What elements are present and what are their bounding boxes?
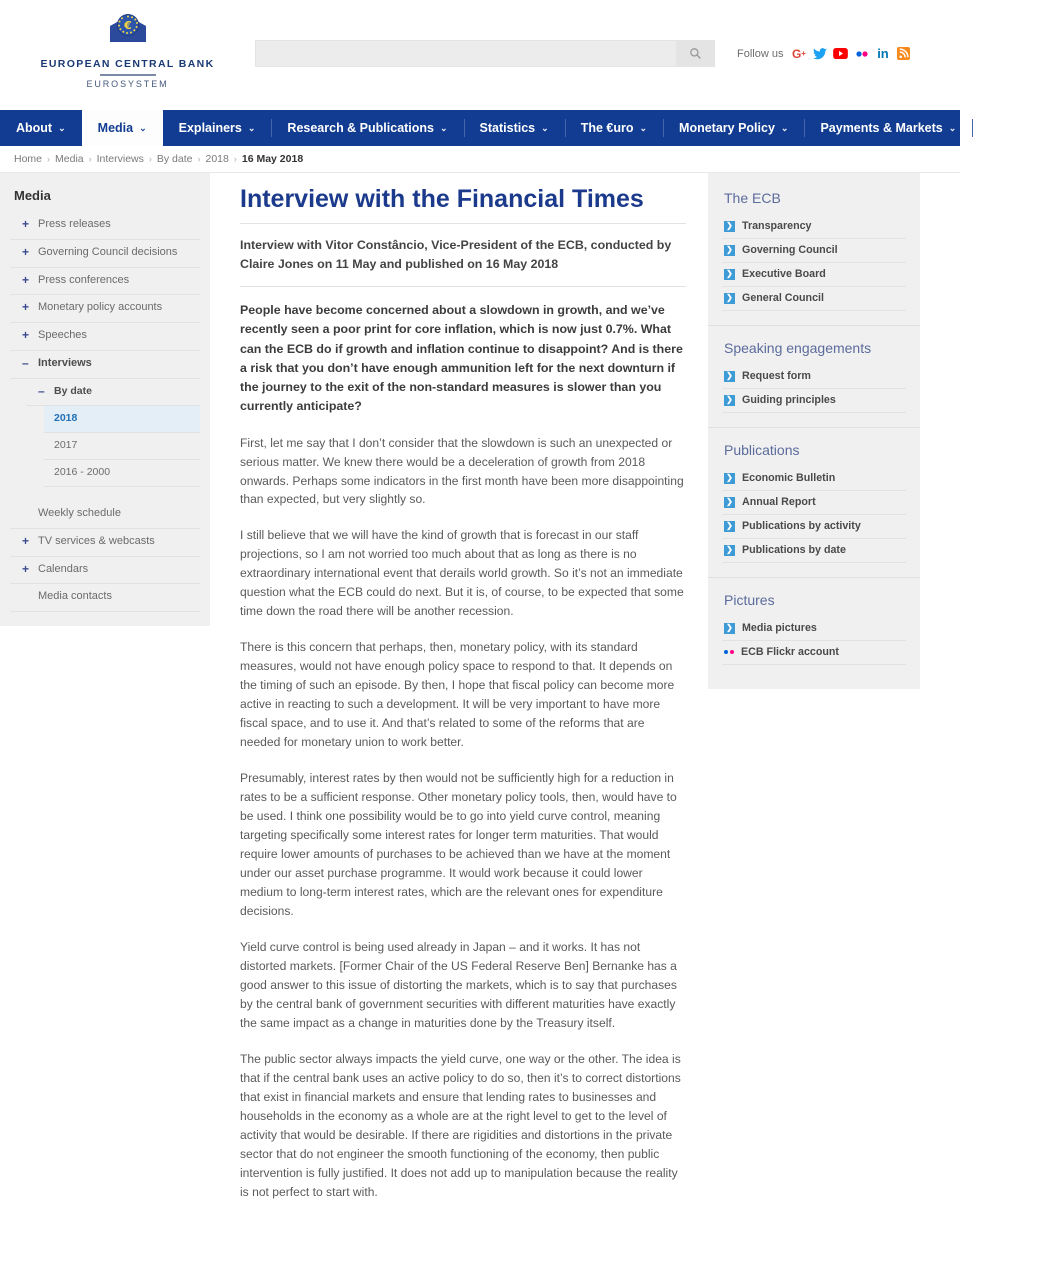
sidebar-item-label: Monetary policy accounts (38, 301, 163, 314)
rs-link-label: Guiding principles (742, 394, 836, 406)
rs-link-ecb-flickr-account[interactable] (722, 641, 906, 665)
expand-icon[interactable]: + (22, 244, 30, 259)
nav-item-label: Careers (988, 121, 1035, 135)
page-title: Interview with the Financial Times (240, 185, 686, 224)
sidebar-item-weekly-schedule[interactable] (10, 501, 200, 529)
search-bar[interactable] (255, 40, 715, 67)
chevron-down-icon: ⌄ (541, 122, 549, 133)
chevron-down-icon: ⌄ (780, 122, 789, 133)
arrow-right-icon: ❯ (724, 293, 735, 304)
rs-link-label: Publications by date (742, 544, 846, 556)
breadcrumb-link[interactable]: 2018 (205, 153, 229, 165)
flickr-icon (724, 650, 734, 654)
rs-link-label: Transparency (742, 220, 812, 232)
arrow-right-icon: ❯ (724, 545, 735, 556)
sidebar-item-label: 2017 (54, 438, 78, 451)
breadcrumb-link[interactable]: Interviews (96, 153, 144, 165)
expand-icon[interactable]: + (22, 328, 30, 342)
breadcrumb-link[interactable]: Media (55, 153, 84, 165)
youtube-icon[interactable] (833, 46, 848, 61)
sidebar-item-label: Calendars (38, 562, 89, 575)
nav-item-explainers[interactable] (163, 110, 272, 146)
follow-us-label: Follow us (737, 47, 784, 60)
rs-link-request-form[interactable] (722, 365, 906, 389)
rs-link-label: ECB Flickr account (741, 646, 839, 658)
rs-link-general-council[interactable] (722, 287, 906, 311)
expand-icon[interactable]: + (22, 533, 30, 548)
collapse-icon[interactable]: – (22, 355, 29, 370)
rs-link-economic-bulletin[interactable] (722, 467, 906, 491)
expand-icon[interactable]: + (22, 561, 30, 576)
rs-group-heading: Speaking engagements (724, 340, 872, 356)
breadcrumb (0, 146, 960, 173)
arrow-right-icon: ❯ (724, 221, 735, 232)
article (210, 173, 708, 1202)
sidebar-item-tv-services-webcasts[interactable] (10, 529, 200, 557)
rs-link-publications-by-activity[interactable] (722, 515, 906, 539)
nav-item-label: The €uro (580, 121, 634, 135)
rs-link-label: General Council (742, 292, 824, 304)
site-header (0, 0, 960, 110)
nav-item-monetary-policy[interactable] (663, 110, 804, 146)
article-body (240, 434, 686, 1202)
expand-icon[interactable]: + (22, 300, 30, 315)
arrow-right-icon: ❯ (724, 371, 735, 382)
sidebar-item-2016-2000[interactable] (44, 460, 200, 487)
nav-item-the-uro[interactable] (565, 110, 663, 146)
article-paragraph: I still believe that we will have the kind of growth that is forecast in our staff projections, so I am not worried too much about that as long as there is no extraordinary international event that derails world growth. So it’s not an immediate question what the ECB could do next. But it is, of course, to be expected that some time down the road there will be another recession. (240, 528, 684, 619)
chevron-down-icon: ⌄ (440, 122, 448, 133)
nav-item-about[interactable] (0, 110, 82, 146)
search-button[interactable] (676, 41, 714, 66)
rs-link-label: Media pictures (742, 622, 817, 634)
header-right (255, 0, 960, 67)
rs-link-label: Governing Council (742, 244, 838, 256)
arrow-right-icon: ❯ (724, 473, 735, 484)
rs-link-label: Executive Board (742, 268, 826, 280)
sidebar-item-label: By date (54, 384, 92, 397)
chevron-down-icon: ⌄ (948, 122, 957, 133)
sidebar-item-label: Weekly schedule (38, 507, 121, 520)
chevron-down-icon: ⌄ (1040, 122, 1049, 133)
sidebar-item-speeches[interactable] (10, 323, 200, 351)
nav-item-label: Statistics (479, 121, 536, 135)
rs-link-governing-council[interactable] (722, 239, 906, 263)
breadcrumb-separator: › (197, 154, 201, 164)
breadcrumb-link[interactable]: By date (156, 153, 193, 165)
nav-item-label: Payments & Markets (820, 121, 943, 135)
rs-link-label: Request form (742, 370, 811, 382)
chevron-down-icon: ⌄ (247, 122, 256, 133)
sidebar-item-label: 2018 (54, 411, 78, 424)
google-plus-icon[interactable]: G + (791, 46, 806, 61)
logo-divider (100, 74, 156, 76)
rs-link-label: Publications by activity (742, 520, 861, 532)
sidebar-item-label: TV services & webcasts (38, 534, 155, 547)
flickr-icon[interactable] (854, 46, 869, 61)
article-subtitle: Interview with Vitor Constâncio, Vice-President of the ECB, conducted by Claire Jones on 11 May and published on 16 May 2018 (240, 224, 686, 287)
arrow-right-icon: ❯ (724, 395, 735, 406)
breadcrumb-separator: › (47, 154, 51, 164)
rs-link-transparency[interactable] (722, 215, 906, 239)
sidebar-item-calendars[interactable] (10, 557, 200, 585)
breadcrumb-link[interactable]: Home (14, 153, 43, 165)
nav-item-label: Monetary Policy (679, 121, 775, 135)
content-area (0, 173, 960, 1202)
sidebar-item-media-contacts[interactable] (10, 584, 200, 612)
rs-group-pictures (708, 577, 920, 675)
sidebar-item-label: Media contacts (38, 590, 112, 603)
chevron-down-icon: ⌄ (639, 122, 648, 133)
sidebar-item-press-releases[interactable] (10, 212, 200, 240)
sidebar-item-label: Press conferences (38, 273, 130, 286)
expand-icon[interactable]: + (22, 217, 30, 231)
svg-text:€: € (123, 19, 132, 32)
left-sidebar (0, 173, 210, 626)
logo-title: EUROPEAN CENTRAL BANK (40, 58, 215, 70)
sidebar-item-2018[interactable] (44, 406, 200, 433)
nav-item-label: About (16, 121, 53, 135)
rss-icon[interactable] (896, 46, 911, 61)
nav-item-media[interactable] (82, 110, 163, 146)
sidebar-item-label: 2016 - 2000 (54, 465, 111, 478)
rs-link-publications-by-date[interactable] (722, 539, 906, 563)
sidebar-title: Media (14, 188, 51, 203)
chevron-down-icon: ⌄ (58, 122, 66, 133)
arrow-right-icon: ❯ (724, 521, 735, 532)
twitter-icon[interactable] (812, 46, 827, 61)
rs-group-the-ecb (708, 183, 920, 321)
nav-item-payments-markets[interactable] (804, 110, 972, 146)
sidebar-item-list (0, 212, 210, 612)
linkedin-icon[interactable]: in (877, 46, 889, 61)
right-sidebar (708, 173, 920, 689)
nav-item-label: Research & Publications (287, 121, 434, 135)
breadcrumb-separator: › (233, 154, 237, 164)
sidebar-item-label: Interviews (38, 356, 92, 369)
rs-group-heading: Pictures (724, 592, 775, 608)
search-input[interactable] (256, 41, 676, 66)
nav-item-statistics[interactable] (464, 110, 565, 146)
sidebar-item-interviews[interactable] (10, 351, 200, 379)
rs-link-executive-board[interactable] (722, 263, 906, 287)
search-icon (689, 47, 702, 60)
rs-link-label: Economic Bulletin (742, 472, 836, 484)
chevron-down-icon: ⌄ (139, 122, 147, 133)
sidebar-item-monetary-policy-accounts[interactable] (10, 295, 200, 323)
rs-group-speaking-engagements (708, 325, 920, 423)
breadcrumb-separator: › (88, 154, 92, 164)
arrow-right-icon: ❯ (724, 623, 735, 634)
article-paragraph: There is this concern that perhaps, then, monetary policy, with its standard measures, would not have enough policy space to respond to that. It depends on the timing of such an episode. By then, I hope that fiscal policy can become more active in reacting to such a development. It will be very important to have more fiscal space, and to use it. And that’s related to some of the reforms that are needed for monetary union to work better. (240, 640, 675, 750)
follow-us-block (737, 46, 911, 61)
rs-group-heading: Publications (724, 442, 800, 458)
rs-link-guiding-principles[interactable] (722, 389, 906, 413)
sidebar-item-label: Governing Council decisions (38, 245, 178, 258)
rs-link-annual-report[interactable] (722, 491, 906, 515)
logo-subtitle: EUROSYSTEM (86, 79, 169, 89)
rs-link-label: Annual Report (742, 496, 816, 508)
expand-icon[interactable]: + (22, 272, 30, 287)
nav-item-research-publications[interactable] (271, 110, 463, 146)
collapse-icon[interactable]: – (38, 383, 45, 398)
rs-group-publications (708, 427, 920, 573)
sidebar-item-label: Press releases (38, 218, 111, 230)
article-paragraph: Presumably, interest rates by then would not be sufficiently high for a reduction in rates to be a sufficient response. Other monetary policy tools, then, would have to be used. I think one possibility would be to go into yield curve control, meaning targeting specifically some interest rates for longer term maturities. That would require lower amounts of purchases to be achieved than we have at the moment under our asset purchase programme. It would work because it could lower medium to long-term interest rates, which are the relevant ones for expenditure decisions. (240, 771, 677, 919)
sidebar-item-label: Speeches (38, 329, 87, 341)
ecb-logo[interactable] (0, 0, 255, 89)
sidebar-item-by-date[interactable] (26, 379, 200, 406)
rs-link-media-pictures[interactable] (722, 617, 906, 641)
nav-item-label: Media (97, 121, 134, 135)
article-paragraph: The public sector always impacts the yield curve, one way or the other. The idea is that if the central bank uses an active policy to do so, then it’s to correct distortions that exist in financial markets and ensure that lending rates to businesses and households in the economy as a whole are at the right level to get to the level of activity that would be desirable. If there are rigidities and distortions in the private sector that do not engineer the smooth functioning of the economy, then public intervention is fully justified. It does not add up to manipulation because the reality is not perfect to start with. (240, 1052, 681, 1199)
breadcrumb-separator: › (148, 154, 152, 164)
breadcrumb-current: 16 May 2018 (241, 153, 304, 165)
sidebar-spacer (0, 487, 210, 501)
arrow-right-icon: ❯ (724, 497, 735, 508)
sidebar-item-governing-council-decisions[interactable] (10, 240, 200, 268)
interview-question: People have become concerned about a slowdown in growth, and we’ve recently seen a poor print for core inflation, which is now just 0.7%. What can the ECB do if growth and inflation continue to disappoint? And is there a risk that you don’t have enough ammunition left for the next downturn if the journey to the exit of the non-standard measures is slower than you currently anticipate? (240, 303, 683, 414)
arrow-right-icon: ❯ (724, 245, 735, 256)
nav-item-careers[interactable] (972, 110, 1064, 146)
nav-item-label: Explainers (178, 121, 242, 135)
ecb-logo-icon (106, 8, 150, 52)
sidebar-item-2017[interactable] (44, 433, 200, 460)
rs-group-heading: The ECB (724, 190, 781, 206)
sidebar-item-press-conferences[interactable] (10, 268, 200, 296)
arrow-right-icon: ❯ (724, 269, 735, 280)
article-paragraph: Yield curve control is being used already in Japan – and it works. It has not distorted markets. [Former Chair of the US Federal Reserve Ben] Bernanke has a good answer to this issue of distorting the markets, which is to say that purchases by the central bank of government securities with different maturities have exactly the same impact as a change in maturities done by the Treasury itself. (240, 940, 677, 1031)
main-navigation (0, 110, 1049, 146)
article-paragraph: First, let me say that I don’t consider that the slowdown is such an unexpected or serious matter. We knew there would be a deceleration of growth from 2018 onwards. Perhaps some indicators in the first month have been more disappointing than expected, but very slightly so. (240, 435, 684, 507)
